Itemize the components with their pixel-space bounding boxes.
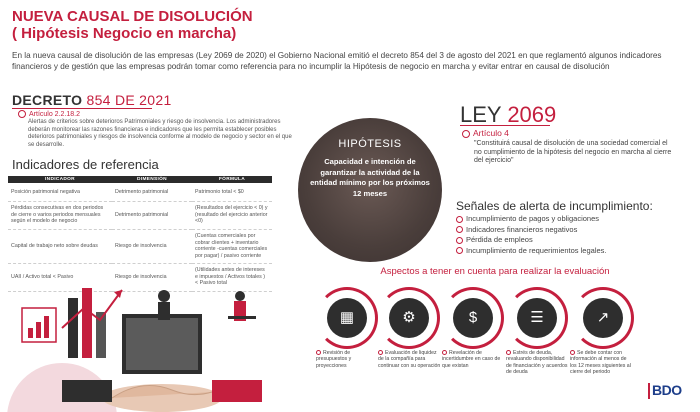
aspecto-circle [316,287,378,349]
table-header: INDICADOR [8,176,112,183]
business-illustration [2,268,292,412]
bullet-icon [506,350,511,355]
indicadores-title: Indicadores de referencia [12,157,159,172]
table-cell: Detrimento patrimonial [112,201,192,229]
money-hand-icon: $ [453,298,493,338]
aspecto-label: Revisión de presupuestos y proyecciones [316,350,352,369]
bullet-icon [442,350,447,355]
bullet-icon [316,350,321,355]
table-header: DIMENSIÓN [112,176,192,183]
aspecto-label: Revelación de incertidumbre en caso de que existan [442,350,501,369]
bullet-icon [456,226,463,233]
aspectos-title: Aspectos a tener en cuenta para realizar la evaluación [380,266,610,277]
decreto-divider [12,108,152,109]
table-cell: (Resultados del ejercicio < 0) y (resultado del ejercicio anterior <0) [192,201,272,229]
senales-list [456,214,607,256]
table-cell: Detrimento patrimonial [112,183,192,201]
table-cell: Pérdidas consecutivas en dos periodos de cierre o varios periodos mensuales según el modelo de negocio [8,201,112,229]
decreto-heading [12,92,172,108]
list-item: Indicadores financieros negativos [456,225,607,236]
bullet-icon [570,350,575,355]
table-cell: (Cuentas comerciales por cobrar clientes + inventario corriente -cuentas comerciales por pagar) / pasivo corriente [192,229,272,263]
title-line-1: NUEVA CAUSAL DE DISOLUCIÓN [12,8,253,25]
bullet-icon [378,350,383,355]
table-cell: (Utilidades antes de intereses e impuestos / Activos totales ) < Pasivo total [192,263,272,291]
aspecto-label: Estrés de deuda, revaluando disponibilidad de financiación y acuerdos de deuda [506,350,568,375]
hipotesis-text: Capacidad e intención de garantizar la actividad de la entidad mínimo por los próximos 12 meses [310,157,430,198]
aspecto-circle [572,287,634,349]
list-item: Incumplimiento de pagos y obligaciones [456,214,607,225]
coins-stack-icon: ☰ [517,298,557,338]
senales-title: Señales de alerta de incumplimiento: [456,199,653,213]
decreto-article-text: Alertas de criterios sobre deterioros Patrimoniales y riesgo de insolvencia. Los administradores deberán monitorear las razones financieras e indicadores que les permita establecer posibles deterioros patrimoniales y riesgos de insolvencia conforme al modelo de negocio y sector en el que se desarrolle. [28,119,292,148]
bullet-icon [456,216,463,223]
ley-divider [460,125,550,126]
bdo-logo: BDO [652,382,682,398]
table-cell: Posición patrimonial negativa [8,183,112,201]
aspecto-label: Evaluación de liquidez de la compañía para continuar con su operación [378,350,441,369]
bullet-icon [456,247,463,254]
aspecto-circle [506,287,568,349]
ley-label: LEY [460,102,502,127]
title-line-2: ( Hipótesis Negocio en marcha) [12,25,237,42]
ley-article-text: "Constituirá causal de disolución de una sociedad comercial el no cumplimiento de la hipótesis del negocio en marcha al cierre del ejercicio" [474,140,672,165]
aspecto-circle [378,287,440,349]
table-row [8,229,272,263]
table-row [8,183,272,201]
document-icon: ▦ [327,298,367,338]
page-title [12,8,253,42]
ley-number: 2069 [507,102,557,127]
list-item: Incumplimiento de requerimientos legales. [456,246,607,257]
intro-paragraph: En la nueva causal de disolución de las empresas (Ley 2069 de 2020) el Gobierno Nacional emitió el decreto 854 del 3 de agosto del 2021 en que reglamentó algunos indicadores financieros y de gestión que las empresas podrán tomar como referencia para no incumplir la Hipótesis de negocio en marcha y evitar entrar en causal de disolución [12,51,662,71]
gears-icon: ⚙ [389,298,429,338]
decreto-number: 854 DE 2021 [86,92,172,108]
table-cell: Patrimonio total < $0 [192,183,272,201]
growth-chart-icon: ↗ [583,298,623,338]
bullet-icon [462,130,470,138]
table-cell: Capital de trabajo neto sobre deudas [8,229,112,263]
table-header: FÓRMULA [192,176,272,183]
table-cell: Riesgo de insolvencia [112,263,192,291]
decreto-label: DECRETO [12,92,83,108]
hipotesis-title: HIPÓTESIS [338,138,402,150]
table-cell: UAII / Activo total < Pasivo [8,263,112,291]
ley-article-title: Artículo 4 [462,128,509,138]
bullet-icon [18,110,26,118]
bullet-icon [456,237,463,244]
aspecto-circle [442,287,504,349]
table-cell: Riesgo de insolvencia [112,229,192,263]
aspecto-label: Se debe contar con información al menos de los 12 meses siguientes al cierre del periodo [570,350,631,375]
logo-bar [648,383,650,399]
decreto-article-title: Artículo 2.2.18.2 [18,110,80,118]
table-row [8,201,272,229]
list-item: Pérdida de empleos [456,235,607,246]
